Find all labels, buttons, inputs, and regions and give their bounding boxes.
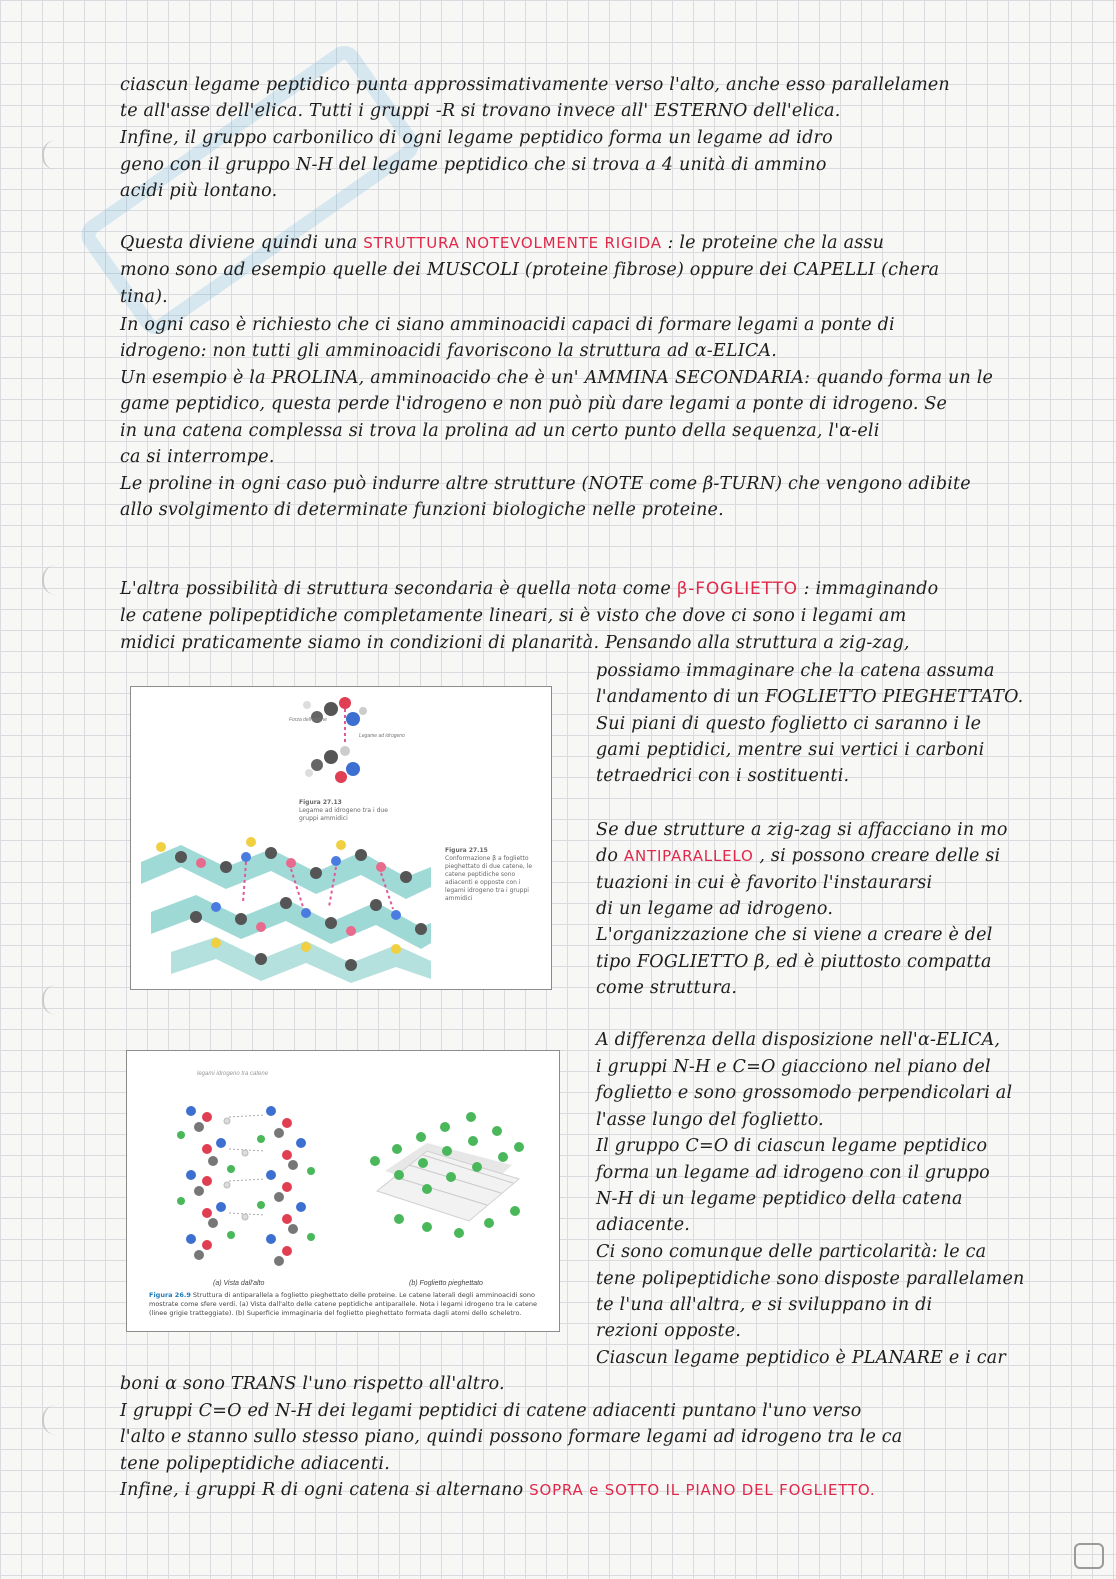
- figure-beta-sheet-2: [126, 1050, 560, 1332]
- text-line: game peptidico, questa perde l'idrogeno e non può più dare legami a ponte di idrogeno. Se: [120, 394, 948, 414]
- text-line: Sui piani di questo foglietto ci saranno i le: [596, 714, 982, 734]
- text-line: geno con il gruppo N-H del legame peptidico che si trova a 4 unità di ammino: [120, 155, 827, 175]
- text-line: tipo FOGLIETTO β, ed è piuttosto compatta: [596, 952, 992, 972]
- text-line: boni α sono TRANS l'uno rispetto all'altro.: [120, 1374, 505, 1394]
- text-line: idrogeno: non tutti gli amminoacidi favoriscono la struttura ad α-ELICA.: [120, 341, 778, 361]
- text-line: Ci sono comunque delle particolarità: le ca: [596, 1242, 987, 1262]
- panel-label-b: (b) Foglietto pieghettato: [409, 1280, 483, 1287]
- text-line: ca si interrompe.: [120, 447, 275, 467]
- text-line: in una catena complessa si trova la prolina ad un certo punto della sequenza, l'α-eli: [120, 421, 880, 441]
- figure-caption: Figura 26.9 Struttura di antiparallela a foglietto pieghettato delle proteine. Le catene laterali degli amminoacidi sono mostrate come sfere verdi. (a) Vista dall'alto delle catene peptidiche antiparallele. Nota i legami idrogeno tra le catene (linee grigie tratteggiate). (b) Superficie immaginaria del foglietto pieghettato formata dagli atomi dello scheletro.: [149, 1291, 537, 1317]
- figure-caption: Figura 27.13 Legame ad idrogeno tra i due gruppi ammidici: [299, 799, 388, 822]
- text-line: In ogni caso è richiesto che ci siano amminoacidi capaci di formare legami a ponte di: [120, 315, 895, 335]
- text-line: Questa diviene quindi una STRUTTURA NOTEVOLMENTE RIGIDA : le proteine che la assu: [120, 233, 885, 253]
- text-line: mono sono ad esempio quelle dei MUSCOLI (proteine fibrose) oppure dei CAPELLI (chera: [120, 260, 940, 280]
- page-curl: [1074, 1543, 1104, 1569]
- figure-beta-sheet-1: [130, 686, 552, 990]
- figure-label: Legame ad idrogeno: [359, 733, 405, 739]
- text-line: te l'una all'altra, e si sviluppano in di: [596, 1295, 933, 1315]
- text-line: ciascun legame peptidico punta approssimativamente verso l'alto, anche esso parallelamen: [120, 75, 950, 95]
- pleated-sheet-surface: [370, 1112, 524, 1238]
- text-line: tene polipeptidiche adiacenti.: [120, 1454, 390, 1474]
- text-line: di un legame ad idrogeno.: [596, 899, 834, 919]
- figure-label: Forza dell'anione: [289, 717, 327, 723]
- text-line: l'andamento di un FOGLIETTO PIEGHETTATO.: [596, 687, 1024, 707]
- text-line: foglietto e sono grossomodo perpendicolari al: [596, 1083, 1013, 1103]
- sheet-illustration: [127, 1051, 559, 1331]
- text-line: tina).: [120, 287, 168, 307]
- figure-label: legami idrogeno tra catene: [197, 1071, 269, 1077]
- text-line: midici praticamente siamo in condizioni di planarità. Pensando alla struttura a zig-zag,: [120, 633, 910, 653]
- text-line: I gruppi C=O ed N-H dei legami peptidici di catene adiacenti puntano l'uno verso: [120, 1401, 862, 1421]
- text-line: allo svolgimento di determinate funzioni biologiche nelle proteine.: [120, 500, 724, 520]
- text-line: Le proline in ogni caso può indurre altre strutture (NOTE come β-TURN) che vengono adibite: [120, 474, 971, 494]
- text-line: Se due strutture a zig-zag si affacciano in mo: [596, 820, 1008, 840]
- margin-notch: [42, 565, 58, 595]
- figure-caption: Figura 27.15 Conformazione β a foglietto pieghettato di due catene, le catene peptidiche sono adiacenti e opposte con i legami idrogeno tra i gruppi ammidici: [445, 847, 533, 902]
- top-view-chains: [177, 1106, 315, 1266]
- beta-sheet-ribbons: [141, 845, 431, 983]
- margin-notch: [42, 1405, 58, 1435]
- text-line: tuazioni in cui è favorito l'instaurarsi: [596, 873, 933, 893]
- highlight-rigid-structure: STRUTTURA NOTEVOLMENTE RIGIDA: [363, 234, 662, 252]
- text-line: l'asse lungo del foglietto.: [596, 1110, 824, 1130]
- text-line: A differenza della disposizione nell'α-ELICA,: [596, 1030, 1001, 1050]
- text-line: l'alto e stanno sullo stesso piano, quindi possono formare legami ad idrogeno tra le ca: [120, 1427, 903, 1447]
- text-line: Infine, il gruppo carbonilico di ogni legame peptidico forma un legame ad idro: [120, 128, 833, 148]
- highlight-antiparallel: ANTIPARALLELO: [623, 847, 754, 865]
- text-line: i gruppi N-H e C=O giacciono nel piano del: [596, 1057, 991, 1077]
- text-line: come struttura.: [596, 978, 738, 998]
- text-line: Un esempio è la PROLINA, amminoacido che è un' AMMINA SECONDARIA: quando forma un le: [120, 368, 994, 388]
- text-line: acidi più lontano.: [120, 181, 278, 201]
- text-line: te all'asse dell'elica. Tutti i gruppi -R si trovano invece all' ESTERNO dell'elica.: [120, 101, 841, 121]
- margin-notch: [42, 140, 58, 170]
- text-line: L'altra possibilità di struttura secondaria è quella nota come β-FOGLIETTO : immaginando: [120, 579, 939, 599]
- text-line: adiacente.: [596, 1215, 691, 1235]
- margin-notch: [42, 985, 58, 1015]
- text-line: le catene polipeptidiche completamente lineari, si è visto che dove ci sono i legami am: [120, 606, 907, 626]
- text-line: tetraedrici con i sostituenti.: [596, 766, 850, 786]
- molecule-illustration: [131, 687, 551, 989]
- text-line: forma un legame ad idrogeno con il gruppo: [596, 1163, 990, 1183]
- text-line: rezioni opposte.: [596, 1321, 742, 1341]
- text-line: do ANTIPARALLELO , si possono creare delle si: [596, 846, 1001, 866]
- text-line: L'organizzazione che si viene a creare è del: [596, 925, 993, 945]
- text-line: N-H di un legame peptidico della catena: [596, 1189, 963, 1209]
- text-line: Il gruppo C=O di ciascun legame peptidico: [596, 1136, 988, 1156]
- text-line: Infine, i gruppi R di ogni catena si alternano SOPRA e SOTTO IL PIANO DEL FOGLIETTO.: [120, 1480, 876, 1500]
- panel-label-a: (a) Vista dall'alto: [213, 1280, 265, 1287]
- text-line: gami peptidici, mentre sui vertici i carboni: [596, 740, 985, 760]
- text-line: tene polipeptidiche sono disposte parallelamen: [596, 1269, 1025, 1289]
- highlight-beta-sheet: β-FOGLIETTO: [676, 579, 798, 599]
- highlight-above-below-plane: SOPRA e SOTTO IL PIANO DEL FOGLIETTO.: [529, 1481, 876, 1499]
- amide-pair: [303, 697, 367, 783]
- text-line: possiamo immaginare che la catena assuma: [596, 661, 995, 681]
- text-line: Ciascun legame peptidico è PLANARE e i car: [596, 1348, 1006, 1368]
